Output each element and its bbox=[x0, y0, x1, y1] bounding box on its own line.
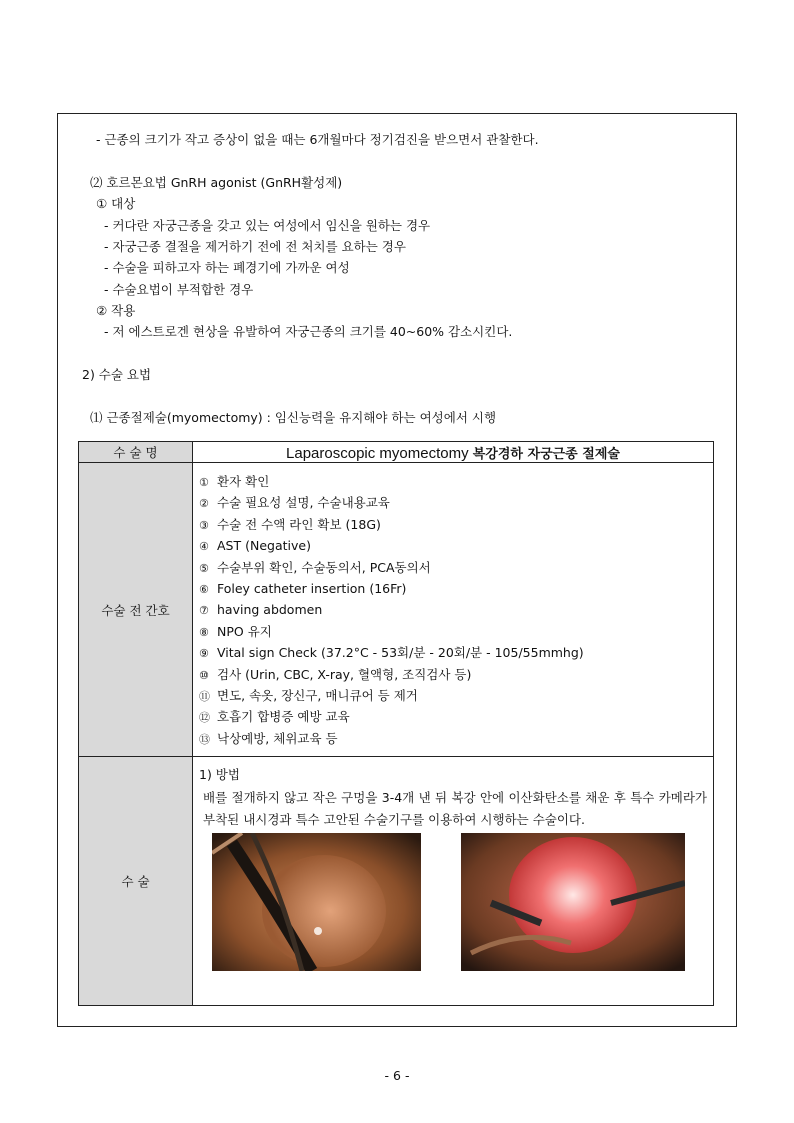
list-item: ⑪ 면도, 속옷, 장신구, 매니큐어 등 제거 bbox=[199, 687, 418, 703]
surgery-table bbox=[78, 441, 714, 1006]
preop-cell bbox=[193, 463, 714, 757]
laparoscopic-photo-1 bbox=[212, 833, 421, 971]
intro-line: - 근종의 크기가 작고 증상이 없을 때는 6개월마다 정기검진을 받으면서 관찰한다. bbox=[96, 132, 539, 147]
list-item: ⑥ Foley catheter insertion (16Fr) bbox=[199, 580, 407, 596]
list-item: ② 수술 필요성 설명, 수술내용교육 bbox=[199, 495, 390, 511]
list-item: ⑤ 수술부위 확인, 수술동의서, PCA동의서 bbox=[199, 559, 431, 575]
myomectomy-heading: ⑴ 근종절제술(myomectomy) : 임신능력을 유지해야 하는 여성에서 시행 bbox=[90, 410, 497, 425]
action-text: - 저 에스트로겐 현상을 유발하여 자궁근종의 크기를 40~60% 감소시킨다. bbox=[104, 324, 513, 339]
list-item: ③ 수술 전 수액 라인 확보 (18G) bbox=[199, 516, 381, 532]
list-item: ⑫ 호흡기 합병증 예방 교육 bbox=[199, 709, 350, 725]
target-item: - 자궁근종 결절을 제거하기 전에 전 처치를 요하는 경우 bbox=[104, 239, 406, 254]
surgery-name-ko: 복강경하 자궁근종 절제술 bbox=[472, 446, 620, 462]
hormone-heading: ⑵ 호르몬요법 GnRH agonist (GnRH활성제) bbox=[90, 175, 343, 190]
target-item: - 수술을 피하고자 하는 폐경기에 가까운 여성 bbox=[104, 260, 350, 275]
photo-row bbox=[193, 831, 713, 981]
action-heading: ② 작용 bbox=[96, 303, 136, 318]
list-item: ⑧ NPO 유지 bbox=[199, 623, 272, 639]
preop-list bbox=[193, 463, 713, 749]
surgery-cell bbox=[193, 757, 714, 1006]
surgery-label: 수 술 bbox=[79, 757, 193, 1006]
list-item: ④ AST (Negative) bbox=[199, 538, 311, 554]
list-item: ① 환자 확인 bbox=[199, 474, 270, 489]
surgery-name-label: 수 술 명 bbox=[79, 442, 193, 463]
method-heading: 1) 방법 bbox=[199, 767, 240, 782]
surgery-name-cell bbox=[193, 442, 714, 463]
method-text: 배를 절개하지 않고 작은 구멍을 3-4개 낸 뒤 복강 안에 이산화탄소를 채운 후 특수 카메라가 부착된 내시경과 특수 고안된 수술기구를 이용하여 시행하는 수술이다. bbox=[203, 790, 707, 827]
list-item: ⑬ 낙상예방, 체위교육 등 bbox=[199, 730, 338, 746]
preop-label: 수술 전 간호 bbox=[79, 463, 193, 757]
laparoscopic-photo-2 bbox=[461, 833, 685, 971]
target-item: - 커다란 자궁근종을 갖고 있는 여성에서 임신을 원하는 경우 bbox=[104, 218, 431, 233]
page-number: - 6 - bbox=[384, 1068, 410, 1083]
surgery-heading: 2) 수술 요법 bbox=[82, 367, 152, 382]
target-item: - 수술요법이 부적합한 경우 bbox=[104, 282, 254, 297]
surgery-name-en: Laparoscopic myomectomy bbox=[286, 444, 469, 462]
list-item: ⑨ Vital sign Check (37.2°C - 53회/분 - 20회/분 - 105/55mmhg) bbox=[199, 645, 584, 661]
list-item: ⑩ 검사 (Urin, CBC, X-ray, 혈액형, 조직검사 등) bbox=[199, 666, 472, 682]
list-item: ⑦ having abdomen bbox=[199, 602, 323, 618]
target-heading: ① 대상 bbox=[96, 196, 136, 211]
